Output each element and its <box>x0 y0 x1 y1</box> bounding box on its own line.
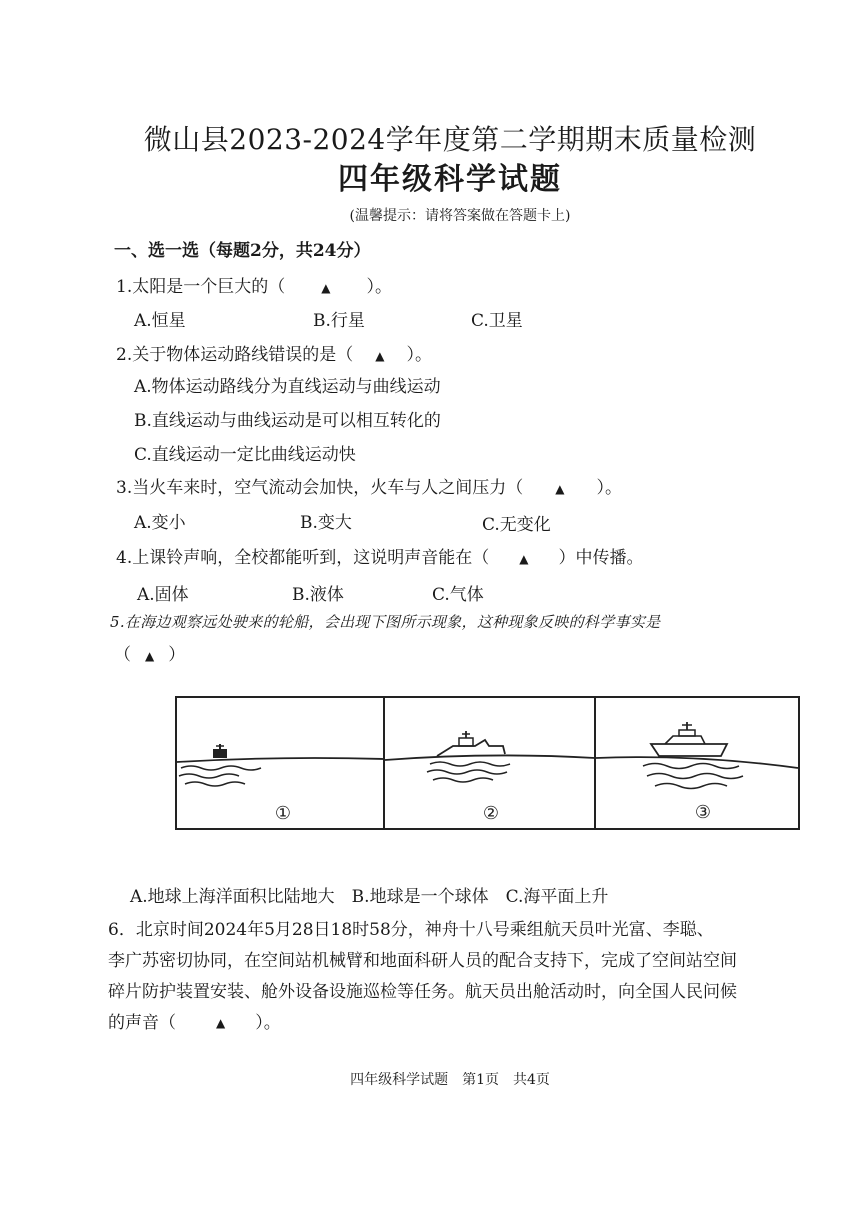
ship-horizon-figure <box>175 694 800 832</box>
figure-label-1: ① <box>274 803 292 824</box>
question-3-option-c: C.无变化 <box>482 515 551 535</box>
question-1-stem: 1.太阳是一个巨大的（ <box>116 277 286 297</box>
question-3-option-b: B.变大 <box>300 513 352 533</box>
answer-blank-marker: ▲ <box>145 648 155 663</box>
question-1-stem-end: ）。 <box>366 277 392 297</box>
page-footer: 四年级科学试题 第1页 共4页 <box>350 1072 550 1088</box>
question-5-stem-line2: （ ▲ ） <box>114 645 186 665</box>
question-2 <box>116 340 432 365</box>
question-3-stem-end: ）。 <box>596 478 622 498</box>
exam-tip: (温馨提示：请将答案做在答题卡上) <box>349 208 571 224</box>
answer-blank-marker: ▲ <box>519 551 529 566</box>
exam-title-line2: 四年级科学试题 <box>338 162 562 197</box>
question-6-line-1: 6．北京时间2024年5月28日18时58分，神舟十八号乘组航天员叶光富、李聪、 <box>108 920 714 940</box>
answer-blank-marker: ▲ <box>321 280 331 295</box>
question-6-line-2: 李广苏密切协同，在空间站机械臂和地面科研人员的配合支持下，完成了空间站空间 <box>108 951 737 971</box>
question-2-option-c: C.直线运动一定比曲线运动快 <box>134 445 356 465</box>
question-3-option-a: A.变小 <box>134 513 186 533</box>
question-2-stem: 2.关于物体运动路线错误的是（ <box>116 345 354 365</box>
question-6-line-4: 的声音（ ▲ ）。 <box>108 1008 813 1039</box>
question-1 <box>116 272 392 297</box>
answer-blank-marker: ▲ <box>216 1016 226 1030</box>
exam-title-line1: 微山县2023-2024学年度第二学期期末质量检测 <box>143 123 757 156</box>
question-4-stem-end: ）中传播。 <box>558 548 644 568</box>
question-6 <box>108 915 813 1039</box>
question-2-option-b: B.直线运动与曲线运动是可以相互转化的 <box>134 411 441 431</box>
panel-2-ship-half <box>385 731 595 782</box>
question-1-option-a: A.恒星 <box>134 311 186 331</box>
question-1-option-b: B.行星 <box>313 311 365 331</box>
figure-label-2: ② <box>482 803 500 824</box>
question-2-option-a: A.物体运动路线分为直线运动与曲线运动 <box>134 377 441 397</box>
question-3 <box>116 473 622 498</box>
question-3-stem: 3.当火车来时，空气流动会加快，火车与人之间压力（ <box>116 478 524 498</box>
panel-1-ship-mast <box>177 744 384 786</box>
question-1-option-c: C.卫星 <box>471 311 523 331</box>
figure-label-3: ③ <box>694 802 712 823</box>
section-title: 一、选一选（每题2分，共24分） <box>114 241 371 261</box>
answer-blank-marker: ▲ <box>555 481 565 496</box>
question-4-option-a: A.固体 <box>137 585 189 605</box>
question-2-stem-end: ）。 <box>406 345 432 365</box>
question-4-stem: 4.上课铃声响，全校都能听到，这说明声音能在（ <box>116 548 490 568</box>
question-6-line-3: 碎片防护装置安装、舱外设备设施巡检等任务。航天员出舱活动时，向全国人民问候 <box>108 982 737 1002</box>
question-4-option-b: B.液体 <box>292 585 344 605</box>
question-4-option-c: C.气体 <box>432 585 484 605</box>
question-5-stem: 5.在海边观察远处驶来的轮船，会出现下图所示现象，这种现象反映的科学事实是 <box>110 613 661 631</box>
question-4 <box>116 543 643 568</box>
answer-blank-marker: ▲ <box>375 348 385 363</box>
question-5-options: A.地球上海洋面积比陆地大 B.地球是一个球体 C.海平面上升 <box>130 887 609 907</box>
panel-3-ship-full <box>596 722 798 789</box>
